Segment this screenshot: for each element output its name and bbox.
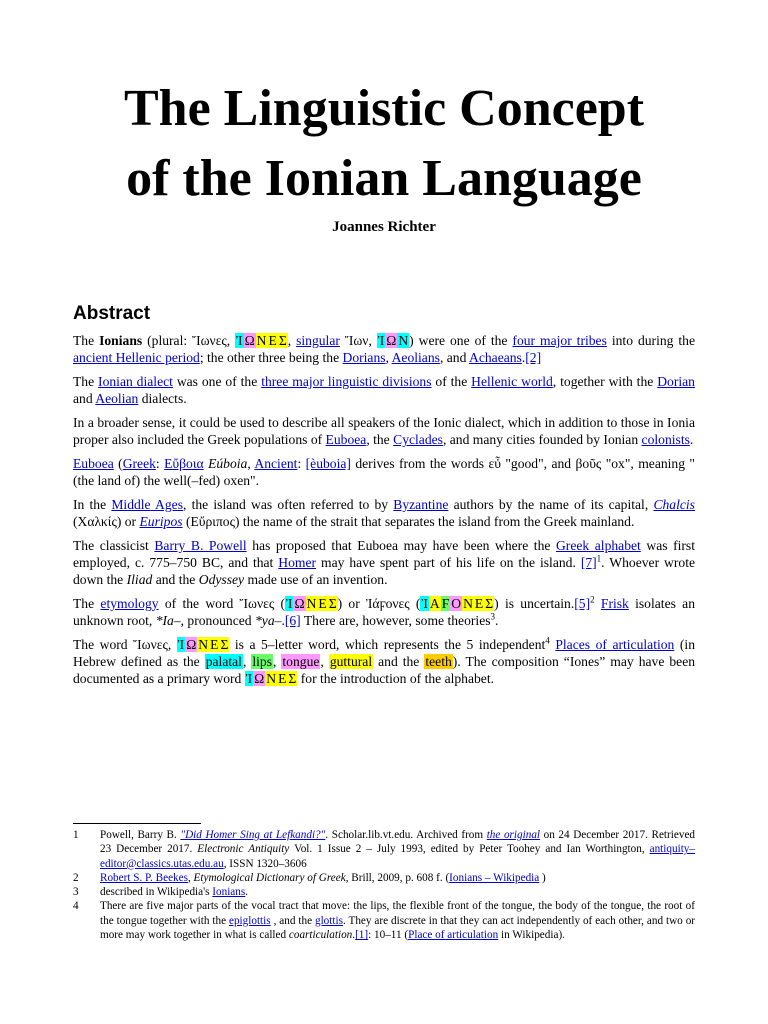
text: , ISSN 1320–3606 xyxy=(223,857,307,870)
link-byzantine[interactable]: Byzantine xyxy=(393,497,449,512)
text: , xyxy=(287,333,297,348)
highlight-yellow: Ν xyxy=(266,671,277,686)
link-greek-alphabet[interactable]: Greek alphabet xyxy=(555,538,641,553)
highlight-yellow: Σ xyxy=(328,596,337,611)
footnote-text xyxy=(100,871,695,885)
link-euboea[interactable]: Euboea xyxy=(325,432,367,447)
text: ) were one of the xyxy=(409,333,513,348)
footnote-text xyxy=(100,885,695,899)
paragraph-etymology xyxy=(73,595,695,629)
highlight-yellow: Ν xyxy=(463,596,473,611)
text: , xyxy=(320,654,329,669)
text: , xyxy=(273,654,282,669)
link-email[interactable]: antiquity–editor@classics.utas.edu.au xyxy=(100,843,695,870)
highlight-cyan: Ἰ xyxy=(245,671,253,686)
highlight-yellow: Σ xyxy=(485,596,494,611)
text: The xyxy=(73,333,100,348)
highlight-magenta: Ο xyxy=(451,596,462,611)
text: was first employed, c. 775–750 BC, and that xyxy=(73,538,695,570)
text: , Brill, 2009, p. 608 f. ( xyxy=(345,871,450,884)
text: , the island was often referred to by xyxy=(182,497,394,512)
highlight-cyan: Ἰ xyxy=(236,333,243,348)
text: . Scholar.lib.vt.edu. Archived from xyxy=(325,829,487,841)
text: made use of an invention. xyxy=(244,572,388,587)
text: , xyxy=(385,350,392,365)
highlight-yellow: Σ xyxy=(288,671,297,686)
footnote-marker-3[interactable]: 3 xyxy=(490,611,496,622)
link-singular[interactable]: singular xyxy=(296,333,340,348)
text: is a 5–letter word, which represents the 5 independent xyxy=(229,637,546,652)
text: . They are discrete in that they can act independently of each other, and two or more may work together in what is called xyxy=(100,914,696,942)
highlight-green: Ϝ xyxy=(441,596,450,611)
text: . Whoever wrote down the xyxy=(73,555,695,587)
italic-iliad: Iliad xyxy=(126,572,153,587)
text: (plural: Ἴωνες, xyxy=(142,333,236,348)
highlight-yellow: Ε xyxy=(278,671,287,686)
highlight-yellow: Ε xyxy=(210,637,219,652)
text: of the word Ἴωνες ( xyxy=(158,596,286,611)
link-epiglottis[interactable]: epiglottis xyxy=(228,914,271,927)
link-euripos[interactable]: Euripos xyxy=(139,514,183,529)
text: : xyxy=(297,456,306,471)
italic-dictionary: Etymological Dictionary of Greek xyxy=(193,871,346,884)
abstract-body xyxy=(73,332,695,694)
italic-ya: *ya– xyxy=(255,613,282,628)
text: ; the other three being the xyxy=(199,350,343,365)
footnote-number: 2 xyxy=(73,871,79,884)
text: . xyxy=(245,886,249,899)
text: for the introduction of the alphabet. xyxy=(297,671,495,686)
highlight-tongue: tongue xyxy=(282,654,320,669)
link-linguistic-divisions[interactable]: three major linguistic divisions xyxy=(261,374,432,389)
highlight-teeth: teeth xyxy=(425,654,452,669)
text: of the xyxy=(431,374,472,389)
text: Vol. 1 Issue 2 – July 1993, edited by Peter Toohey and Ian Worthington, xyxy=(289,843,650,856)
text: authors by the name of its capital, xyxy=(448,497,654,512)
text: , pronounced xyxy=(180,613,255,628)
highlight-yellow: Ε xyxy=(474,596,484,611)
highlight-cyan: Ἰ xyxy=(377,333,385,348)
footnote-marker-2[interactable]: 2 xyxy=(590,594,595,605)
link-euboea[interactable]: Euboea xyxy=(73,456,114,471)
link-aeolian[interactable]: Aeolian xyxy=(95,391,139,406)
text: may have spent part of his life on the island. xyxy=(316,555,581,570)
link-ancient-hellenic-period[interactable]: ancient Hellenic period xyxy=(73,350,200,365)
text: There are, however, some theories xyxy=(300,613,491,628)
highlight-guttural: guttural xyxy=(329,654,373,669)
text: The xyxy=(73,374,99,389)
text: . xyxy=(352,929,356,942)
text: : 10–11 ( xyxy=(368,929,409,942)
highlight-yellow: Α xyxy=(429,596,440,611)
text: In the xyxy=(73,497,112,512)
link-glottis[interactable]: glottis xyxy=(314,914,343,927)
italic-journal: Electronic Antiquity xyxy=(197,843,290,856)
text: (in Hebrew defined as the xyxy=(73,637,695,669)
highlight-yellow: Ν xyxy=(256,333,267,348)
link-greek-word[interactable]: Εὔβοια xyxy=(164,456,204,471)
highlight-cyan: Ἰ xyxy=(177,637,185,652)
text: and the xyxy=(373,654,425,669)
text: ( xyxy=(113,456,123,471)
text: was one of the xyxy=(172,374,262,389)
link-aeolians[interactable]: Aeolians xyxy=(391,350,440,365)
text: has proposed that Euboea may have been where the xyxy=(246,538,556,553)
highlight-lips: lips xyxy=(252,654,272,669)
link-cyclades[interactable]: Cyclades xyxy=(393,432,443,447)
highlight-magenta: Ω xyxy=(294,596,305,611)
link-four-major-tribes[interactable]: four major tribes xyxy=(512,333,607,348)
text: on 24 December 2017. Retrieved 23 December 2017. xyxy=(100,829,695,856)
link-ionians[interactable]: Ionians xyxy=(212,886,246,899)
highlight-yellow: Ν xyxy=(198,637,209,652)
paragraph-euboea xyxy=(73,455,695,489)
text: . xyxy=(521,350,526,365)
text: . xyxy=(495,613,499,628)
text: , xyxy=(247,456,255,471)
link-ipa[interactable]: [èuboia] xyxy=(305,456,351,471)
footnote-separator xyxy=(73,823,201,824)
highlight-yellow: Σ xyxy=(278,333,287,348)
link-ionians-wikipedia[interactable]: Ionians – Wikipedia xyxy=(449,871,540,884)
ref-1-link[interactable]: [1] xyxy=(355,929,369,942)
paragraph-powell xyxy=(73,537,695,588)
text: into during the xyxy=(606,333,695,348)
footnote-number: 3 xyxy=(73,886,79,899)
text: ) or Ἰάϝονες ( xyxy=(337,596,421,611)
link-homer-lefkandi[interactable]: "Did Homer Sing at Lefkandi?" xyxy=(180,829,326,841)
highlight-cyan: Ν xyxy=(398,333,409,348)
text: Powell, Barry B. xyxy=(100,829,181,841)
highlight-yellow: Σ xyxy=(220,637,229,652)
text: Ἴων, xyxy=(339,333,377,348)
link-dorians[interactable]: Dorians xyxy=(342,350,386,365)
ionians-bold: Ionians xyxy=(99,333,143,348)
ref-7-link[interactable]: [7] xyxy=(580,555,597,570)
text: In a broader sense, it could be used to describe all speakers of the Ionic dialect, which in addition to those in Ionia proper also included the Greek populations of xyxy=(73,415,695,447)
highlight-cyan: Ἰ xyxy=(286,596,293,611)
footnote-number: 4 xyxy=(73,900,79,913)
text: , xyxy=(242,654,252,669)
text: , and many cities founded by Ionian xyxy=(442,432,642,447)
paragraph-five-letter-word xyxy=(73,636,695,687)
text: , and the xyxy=(270,914,315,927)
highlight-magenta: Ω xyxy=(254,671,265,686)
footnote-marker-4[interactable]: 4 xyxy=(545,635,550,646)
footnote-text xyxy=(100,899,695,942)
footnote-number: 1 xyxy=(73,829,79,841)
link-the-original[interactable]: the original xyxy=(486,829,541,841)
text: The classicist xyxy=(73,538,155,553)
highlight-magenta: Ω xyxy=(244,333,255,348)
text: (Εὔριπος) the name of the strait that separates the island from the Greek mainland. xyxy=(182,514,635,529)
text: described in Wikipedia's xyxy=(100,886,213,899)
text: ) is uncertain. xyxy=(494,596,575,611)
highlight-magenta: Ω xyxy=(186,637,197,652)
link-beekes[interactable]: Robert S. P. Beekes xyxy=(100,871,188,884)
highlight-magenta: Ω xyxy=(386,333,397,348)
text: . xyxy=(689,432,694,447)
paragraph-middle-ages xyxy=(73,496,695,530)
link-ancient[interactable]: Ancient xyxy=(254,456,298,471)
highlight-cyan: Ἰ xyxy=(421,596,428,611)
text: dialects. xyxy=(138,391,187,406)
link-greek[interactable]: Greek xyxy=(122,456,156,471)
footnote-text xyxy=(100,828,695,871)
link-colonists[interactable]: colonists xyxy=(641,432,690,447)
text: isolates an unknown root, xyxy=(73,596,695,628)
italic-odyssey: Odyssey xyxy=(198,572,245,587)
highlight-yellow: Ν xyxy=(306,596,317,611)
text: ). The composition “Iones” may have been documented as a primary word xyxy=(73,654,696,686)
italic-euboia: Eúboia xyxy=(208,456,248,471)
link-etymology[interactable]: etymology xyxy=(100,596,159,611)
link-homer[interactable]: Homer xyxy=(278,555,317,570)
italic-coarticulation: coarticulation xyxy=(288,929,353,942)
link-middle-ages[interactable]: Middle Ages xyxy=(111,497,183,512)
link-dorian[interactable]: Dorian xyxy=(657,374,695,389)
text: and the xyxy=(152,572,199,587)
title-line-1: The Linguistic Concept xyxy=(123,80,645,137)
text: , together with the xyxy=(552,374,658,389)
text: The xyxy=(73,596,101,611)
ref-5-link[interactable]: [5] xyxy=(574,596,591,611)
highlight-yellow: Ε xyxy=(268,333,277,348)
footnote-2 xyxy=(73,871,695,885)
text: , and xyxy=(439,350,470,365)
text: (Χαλκίς) or xyxy=(73,514,140,529)
text: in Wikipedia). xyxy=(498,929,565,942)
link-places-of-articulation[interactable]: Places of articulation xyxy=(555,637,675,652)
text: : xyxy=(155,456,165,471)
footnotes xyxy=(73,828,695,942)
footnote-4 xyxy=(73,899,695,942)
link-hellenic-world[interactable]: Hellenic world xyxy=(471,374,553,389)
footnote-marker-1[interactable]: 1 xyxy=(596,553,602,564)
link-frisk[interactable]: Frisk xyxy=(600,596,629,611)
text: , the xyxy=(366,432,394,447)
link-ionian-dialect[interactable]: Ionian dialect xyxy=(98,374,173,389)
paragraph-ionian-dialect xyxy=(73,373,695,407)
link-place-of-articulation[interactable]: Place of articulation xyxy=(408,929,499,942)
text: The word Ἴωνες, xyxy=(73,637,177,652)
highlight-yellow: Ε xyxy=(318,596,327,611)
title-line-2: of the Ionian Language xyxy=(126,150,642,207)
link-barry-powell[interactable]: Barry B. Powell xyxy=(154,538,247,553)
link-achaeans[interactable]: Achaeans xyxy=(469,350,522,365)
link-chalcis[interactable]: Chalcis xyxy=(653,497,695,512)
abstract-heading: Abstract xyxy=(73,303,151,324)
document-title xyxy=(0,74,768,214)
text: , xyxy=(187,871,194,884)
ref-6-link[interactable]: [6] xyxy=(284,613,301,628)
italic-root: *Ia– xyxy=(155,613,181,628)
paragraph-broader-sense xyxy=(73,414,695,448)
ref-2-link[interactable]: [2] xyxy=(525,350,542,365)
footnote-1 xyxy=(73,828,695,871)
text: There are five major parts of the vocal tract that move: the lips, the flexible front of the tongue, the body of the tongue, the root of the tongue together with the xyxy=(100,900,695,927)
highlight-palatal: palatal xyxy=(205,654,242,669)
text: ) xyxy=(539,871,546,884)
text: . xyxy=(281,613,285,628)
text: and xyxy=(73,391,96,406)
author-name: Joannes Richter xyxy=(332,219,436,235)
paragraph-ionians xyxy=(73,332,695,366)
text: derives from the words εὖ "good", and βοῦς "ox", meaning "(the land of) the well(–fed) oxen". xyxy=(73,456,695,488)
footnote-3 xyxy=(73,885,695,899)
